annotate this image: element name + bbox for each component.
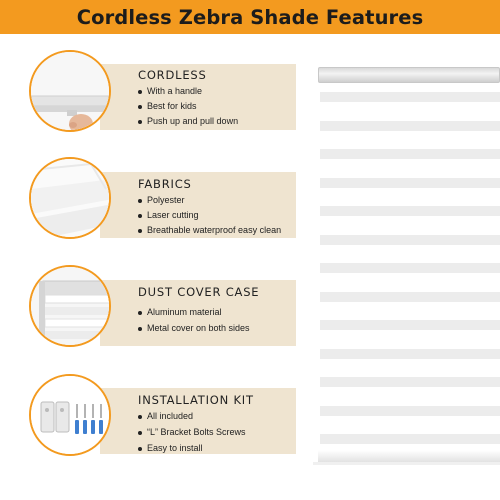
bullet-icon xyxy=(138,229,142,233)
shade-stripe xyxy=(320,121,500,131)
shade-stripe xyxy=(320,149,500,159)
bullet-item: With a handle xyxy=(138,86,202,96)
bullet-icon xyxy=(138,199,142,203)
shade-stripe xyxy=(320,349,500,359)
dust-cover-image xyxy=(29,265,111,347)
shade-headrail xyxy=(318,67,500,83)
cordless-image xyxy=(29,50,111,132)
shade-bottom-edge xyxy=(313,462,500,465)
shade-stripe xyxy=(320,206,500,216)
bullet-item: “L” Bracket Bolts Screws xyxy=(138,427,246,437)
bullet-icon xyxy=(138,90,142,94)
feature-title-cordless: CORDLESS xyxy=(138,68,207,82)
shade-stripe xyxy=(320,434,500,444)
shade-stripe xyxy=(320,406,500,416)
installation-kit-image xyxy=(29,374,111,456)
shade-stripe xyxy=(320,320,500,330)
feature-title-installation-kit: INSTALLATION KIT xyxy=(138,393,254,407)
bullet-item: All included xyxy=(138,411,193,421)
bullet-item: Breathable waterproof easy clean xyxy=(138,225,281,235)
bullet-icon xyxy=(138,447,142,451)
bullet-item: Best for kids xyxy=(138,101,197,111)
bullet-icon xyxy=(138,415,142,419)
shade-stripe xyxy=(320,178,500,188)
bullet-icon xyxy=(138,327,142,331)
bullet-item: Metal cover on both sides xyxy=(138,323,250,333)
fabrics-image xyxy=(29,157,111,239)
bullet-icon xyxy=(138,105,142,109)
bullet-icon xyxy=(138,311,142,315)
bullet-item: Polyester xyxy=(138,195,185,205)
bullet-item: Aluminum material xyxy=(138,307,222,317)
shade-stripe xyxy=(320,92,500,102)
shade-stripe xyxy=(320,235,500,245)
bullet-item: Easy to install xyxy=(138,443,203,453)
bullet-item: Laser cutting xyxy=(138,210,199,220)
page-title: Cordless Zebra Shade Features xyxy=(76,5,424,29)
bullet-icon xyxy=(138,214,142,218)
feature-title-fabrics: FABRICS xyxy=(138,177,192,191)
shade-stripe xyxy=(320,263,500,273)
bullet-icon xyxy=(138,431,142,435)
shade-stripe xyxy=(320,377,500,387)
bullet-icon xyxy=(138,120,142,124)
feature-title-dust-cover: DUST COVER CASE xyxy=(138,285,260,299)
bullet-item: Push up and pull down xyxy=(138,116,238,126)
shade-stripe xyxy=(320,292,500,302)
header-banner xyxy=(0,0,500,34)
